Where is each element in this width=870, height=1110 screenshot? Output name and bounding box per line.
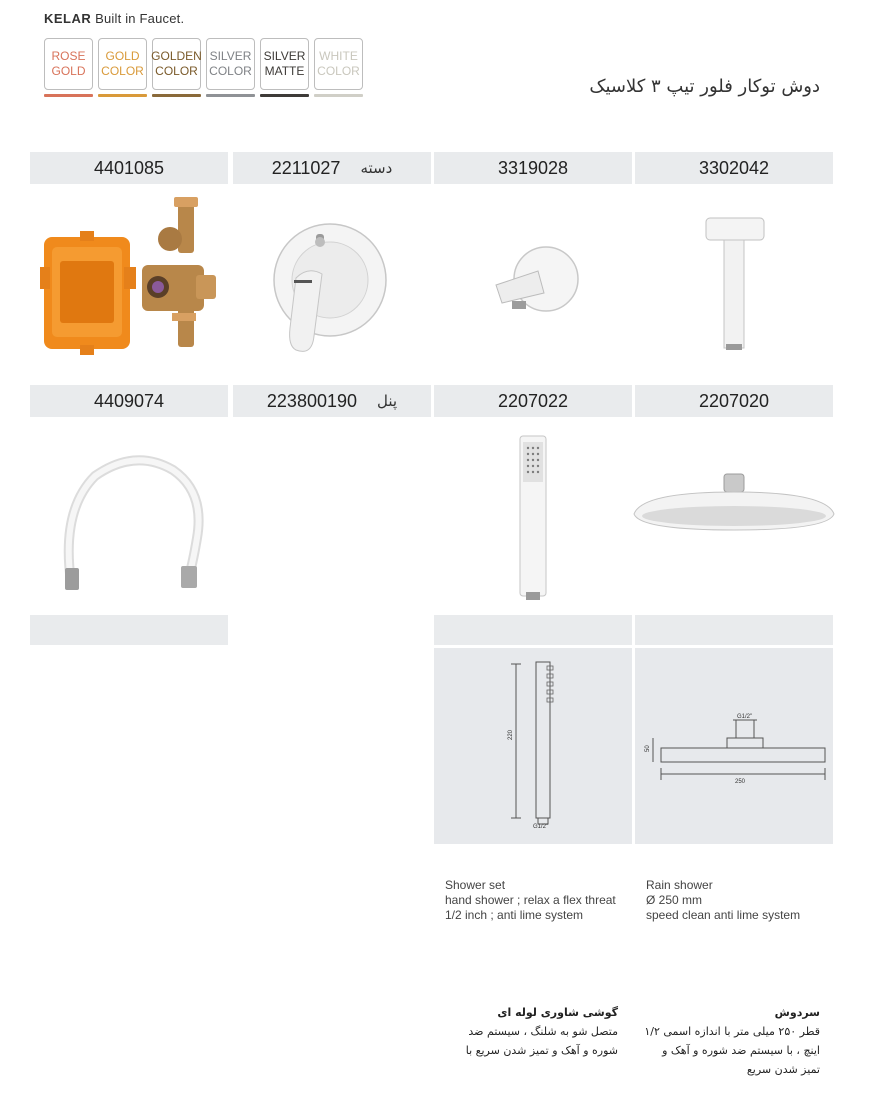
swatch-color-bar: [260, 94, 309, 97]
swatch-silver-matte[interactable]: SILVER MATTE: [260, 38, 309, 97]
rain-shower-image: [632, 470, 836, 540]
hand-drawing-svg: [434, 648, 632, 844]
product-code-4401085: 4401085: [30, 152, 228, 184]
swatch-color-bar: [152, 94, 201, 97]
rain-shower-specs: Rain shower Ø 250 mm speed clean anti lime system: [646, 878, 801, 922]
hand-length-label: 220: [508, 729, 514, 740]
rain-diameter-label: 250: [735, 779, 746, 785]
swatch-golden-color[interactable]: GOLDEN COLOR: [152, 38, 201, 97]
rain-height-label: 50: [645, 745, 651, 752]
mixer-handle-image: [268, 218, 388, 358]
product-code-2211027: 2211027 دسته: [233, 152, 431, 184]
rain-drawing-header: [635, 615, 833, 645]
rain-thread-label: G1/2": [737, 714, 753, 720]
shower-hose-image: [55, 450, 215, 595]
product-code-223800190: 223800190 پنل: [233, 385, 431, 417]
swatch-silver-color[interactable]: SILVER COLOR: [206, 38, 255, 97]
swatch-gold-color[interactable]: GOLD COLOR: [98, 38, 147, 97]
hand-shower-specs: Shower set hand shower ; relax a flex threat 1/2 inch ; anti lime system: [445, 878, 616, 922]
rain-drawing-svg: [635, 648, 833, 844]
hand-shower-image: [512, 432, 552, 602]
brand-subtitle: Built in Faucet.: [95, 11, 185, 26]
swatch-rose-gold[interactable]: ROSE GOLD: [44, 38, 93, 97]
brand-header: [44, 11, 184, 26]
brand-name: KELAR: [44, 11, 92, 26]
hand-shower-drawing: [434, 648, 632, 844]
hand-thread-label: G1/2": [533, 824, 549, 830]
product-code-2207020: 2207020: [635, 385, 833, 417]
product-code-3302042: 3302042: [635, 152, 833, 184]
page-title: دوش توکار فلور تیپ ۳ کلاسیک: [589, 76, 820, 97]
swatch-white-color[interactable]: WHITE COLOR: [314, 38, 363, 97]
rain-shower-drawing: [635, 648, 833, 844]
swatch-color-bar: [44, 94, 93, 97]
swatch-color-bar: [314, 94, 363, 97]
hand-shower-farsi: گوشی شاوری لوله ای متصل شو به شلنگ ، سیستم ضد شوره و آهک و تمیز شدن سریع با: [465, 1006, 618, 1057]
rain-shower-farsi: سردوش قطر ۲۵۰ میلی متر با اندازه اسمی ۱/۲ اینچ ، با سیستم ضد شوره و آهک و تمیز شدن سریع: [644, 1006, 820, 1076]
product-label-panel: پنل: [377, 392, 398, 410]
product-code-2207022: 2207022: [434, 385, 632, 417]
wall-outlet-image: [490, 245, 580, 320]
swatch-color-bar: [98, 94, 147, 97]
color-swatches: [44, 38, 363, 97]
swatch-color-bar: [206, 94, 255, 97]
ceiling-arm-image: [700, 210, 780, 355]
empty-code-bar: [30, 615, 228, 645]
product-code-4409074: 4409074: [30, 385, 228, 417]
hand-drawing-header: [434, 615, 632, 645]
product-label-handle: دسته: [360, 159, 393, 177]
concealed-body-image: [40, 195, 220, 360]
product-code-3319028: 3319028: [434, 152, 632, 184]
